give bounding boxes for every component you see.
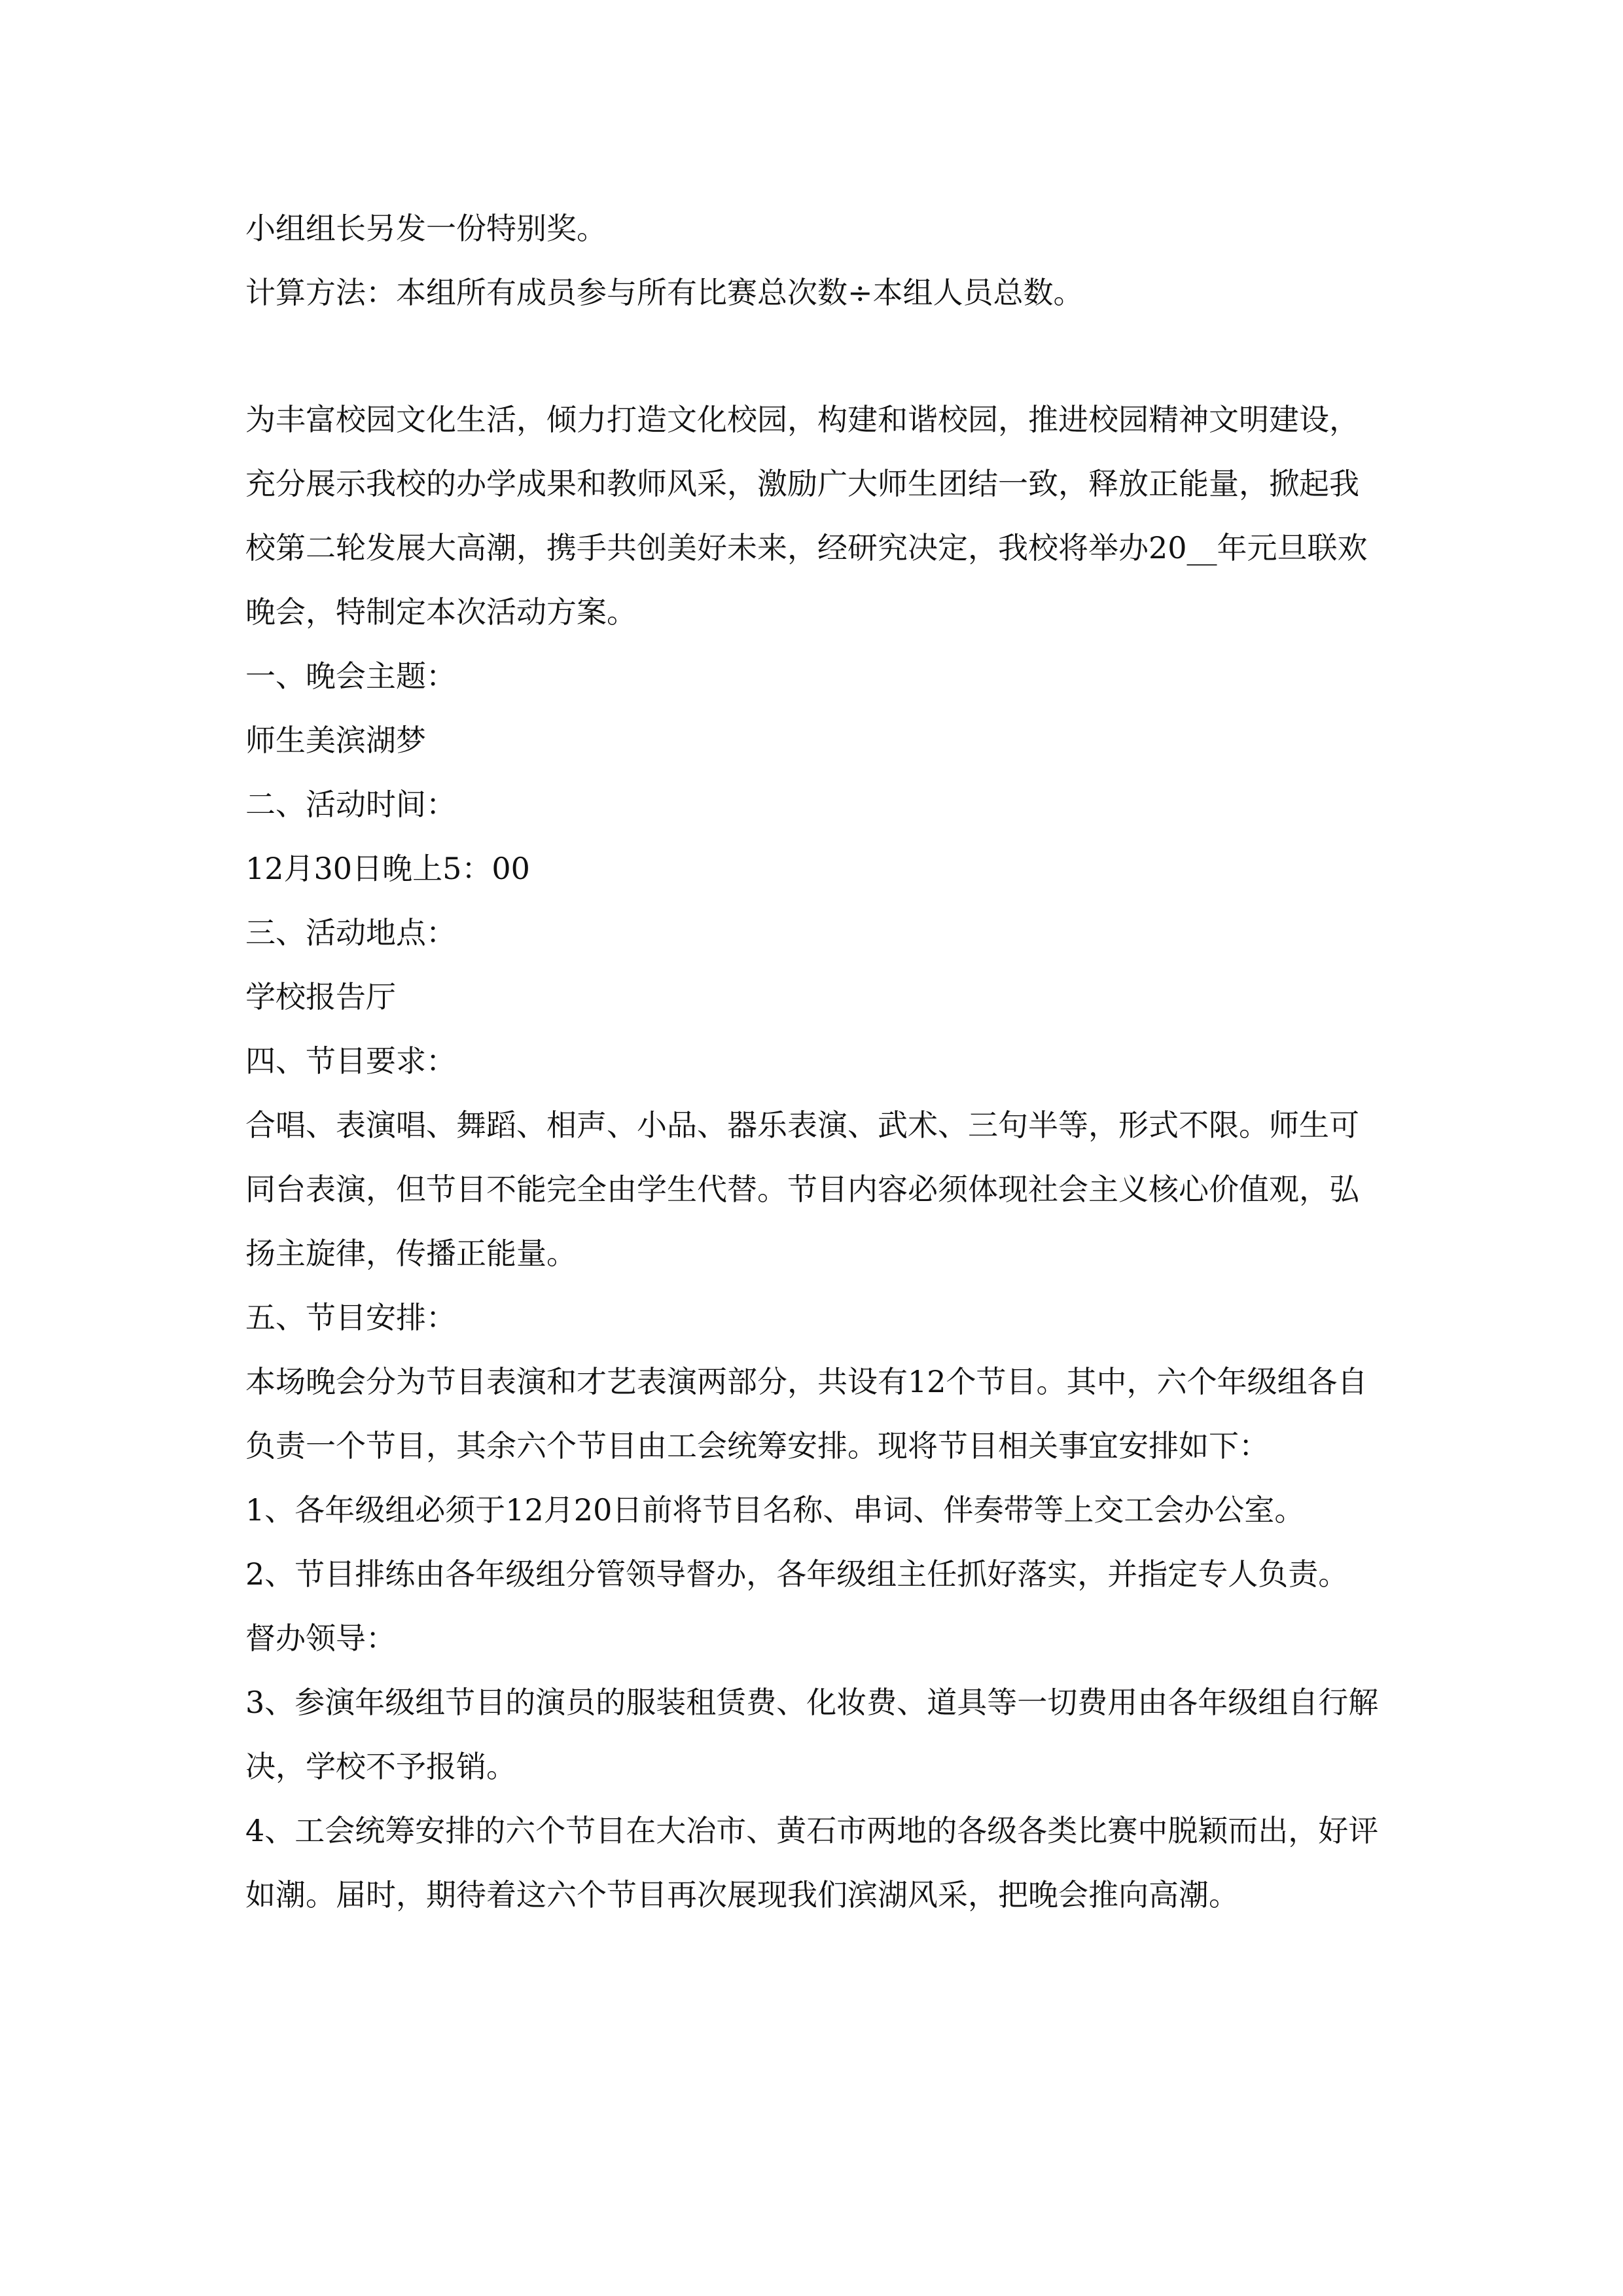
- heading-requirements: 四、节目要求：: [245, 1043, 456, 1079]
- paragraph-introduction: 为丰富校园文化生活，倾力打造文化校园，构建和谐校园，推进校园精神文明建设，充分展示我校的办学成果和教师风采，激励广大师生团结一致，释放正能量，掀起我校第二轮发展大高潮，携手共创美好未来，经研究决定，我校将举办20__年元旦联欢晚会，特制定本次活动方案。: [245, 402, 1368, 630]
- heading-time: 二、活动时间：: [245, 787, 456, 822]
- heading-arrangement: 五、节目安排：: [245, 1300, 456, 1335]
- paragraph-special-award: 小组组长另发一份特别奖。: [245, 211, 607, 246]
- paragraph-requirements: 合唱、表演唱、舞蹈、相声、小品、器乐表演、武术、三句半等，形式不限。师生可同台表演，但节目不能完全由学生代替。节目内容必须体现社会主义核心价值观，弘扬主旋律，传播正能量。: [245, 1107, 1359, 1271]
- paragraph-supervising-leaders: 督办领导：: [245, 1621, 396, 1656]
- paragraph-location: 学校报告厅: [245, 979, 396, 1014]
- list-item-3: 3、参演年级组节目的演员的服装租赁费、化妆费、道具等一切费用由各年级组自行解决，学校不予报销。: [245, 1685, 1379, 1784]
- paragraph-time: 12月30日晚上5：00: [245, 851, 530, 886]
- paragraph-calculation-method: 计算方法：本组所有成员参与所有比赛总次数÷本组人员总数。: [245, 275, 1084, 310]
- paragraph-arrangement: 本场晚会分为节目表演和才艺表演两部分，共设有12个节目。其中，六个年级组各自负责一个节目，其余六个节目由工会统筹安排。现将节目相关事宜安排如下：: [245, 1364, 1368, 1463]
- heading-location: 三、活动地点：: [245, 915, 456, 950]
- heading-theme: 一、晚会主题：: [245, 658, 456, 694]
- list-item-1: 1、各年级组必须于12月20日前将节目名称、串词、伴奏带等上交工会办公室。: [245, 1492, 1305, 1528]
- list-item-2: 2、节目排练由各年级组分管领导督办，各年级组主任抓好落实，并指定专人负责。: [245, 1556, 1349, 1592]
- list-item-4: 4、工会统筹安排的六个节目在大冶市、黄石市两地的各级各类比赛中脱颖而出，好评如潮。届时，期待着这六个节目再次展现我们滨湖风采，把晚会推向高潮。: [245, 1813, 1379, 1912]
- paragraph-theme: 师生美滨湖梦: [245, 723, 426, 758]
- document-body: [245, 196, 1387, 1927]
- paragraph-spacer: [245, 325, 1387, 387]
